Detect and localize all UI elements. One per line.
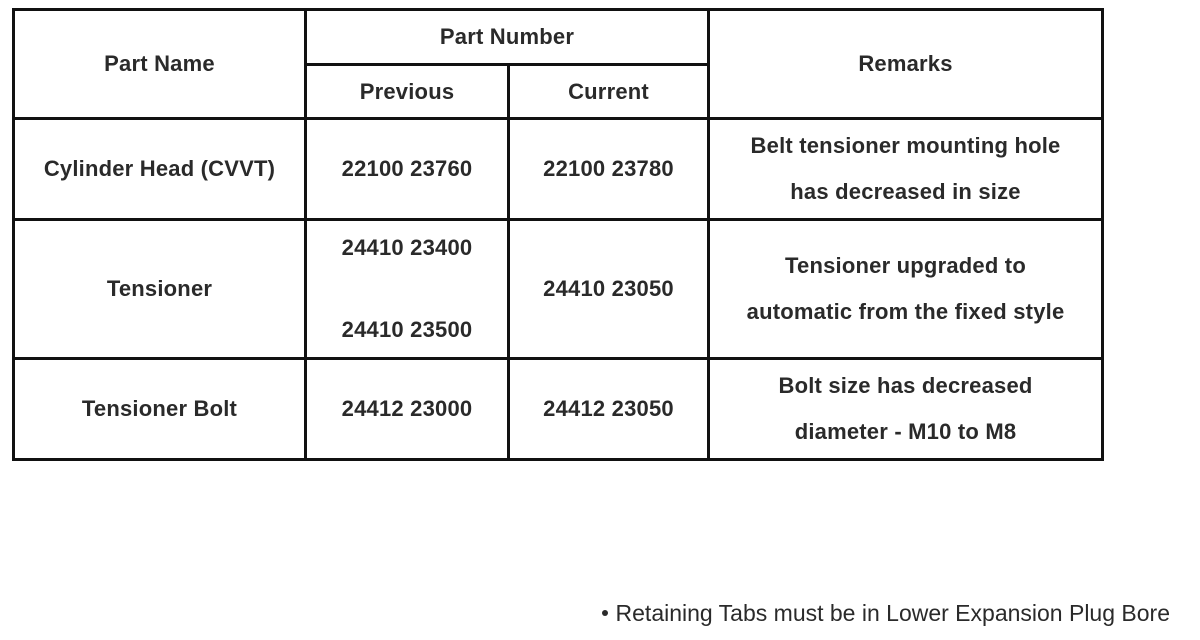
- cell-part-name: Tensioner: [14, 220, 306, 359]
- previous-numbers: [313, 234, 501, 344]
- table-row: [14, 220, 1103, 359]
- cell-previous: 22100 23760: [306, 119, 509, 220]
- remarks-line: Bolt size has decreased: [778, 373, 1033, 398]
- remarks-line: automatic from the fixed style: [746, 299, 1065, 324]
- cell-current: 22100 23780: [509, 119, 709, 220]
- cell-remarks: [709, 359, 1103, 460]
- header-current: Current: [509, 65, 709, 119]
- previous-number: 24410 23500: [341, 317, 473, 342]
- cell-current: 24410 23050: [509, 220, 709, 359]
- parts-table: [12, 8, 1104, 461]
- cell-previous: 24412 23000: [306, 359, 509, 460]
- table-row: [14, 359, 1103, 460]
- header-previous: Previous: [306, 65, 509, 119]
- table-row: [14, 119, 1103, 220]
- footnote-text: Retaining Tabs must be in Lower Expansion Plug Bore: [615, 600, 1170, 626]
- footnote: [602, 600, 1170, 627]
- cell-current: 24412 23050: [509, 359, 709, 460]
- cell-part-name: Cylinder Head (CVVT): [14, 119, 306, 220]
- cell-previous: [306, 220, 509, 359]
- header-part-number: Part Number: [306, 10, 709, 65]
- remarks-line: has decreased in size: [790, 179, 1021, 204]
- header-remarks: Remarks: [709, 10, 1103, 119]
- cell-remarks: [709, 220, 1103, 359]
- remarks-line: Belt tensioner mounting hole: [750, 133, 1061, 158]
- header-part-name: Part Name: [14, 10, 306, 119]
- bullet-icon: [602, 610, 608, 616]
- previous-number: 24410 23400: [341, 235, 473, 260]
- remarks-line: diameter - M10 to M8: [794, 419, 1017, 444]
- remarks-line: Tensioner upgraded to: [785, 253, 1026, 278]
- header-row: [14, 10, 1103, 65]
- cell-remarks: [709, 119, 1103, 220]
- cell-part-name: Tensioner Bolt: [14, 359, 306, 460]
